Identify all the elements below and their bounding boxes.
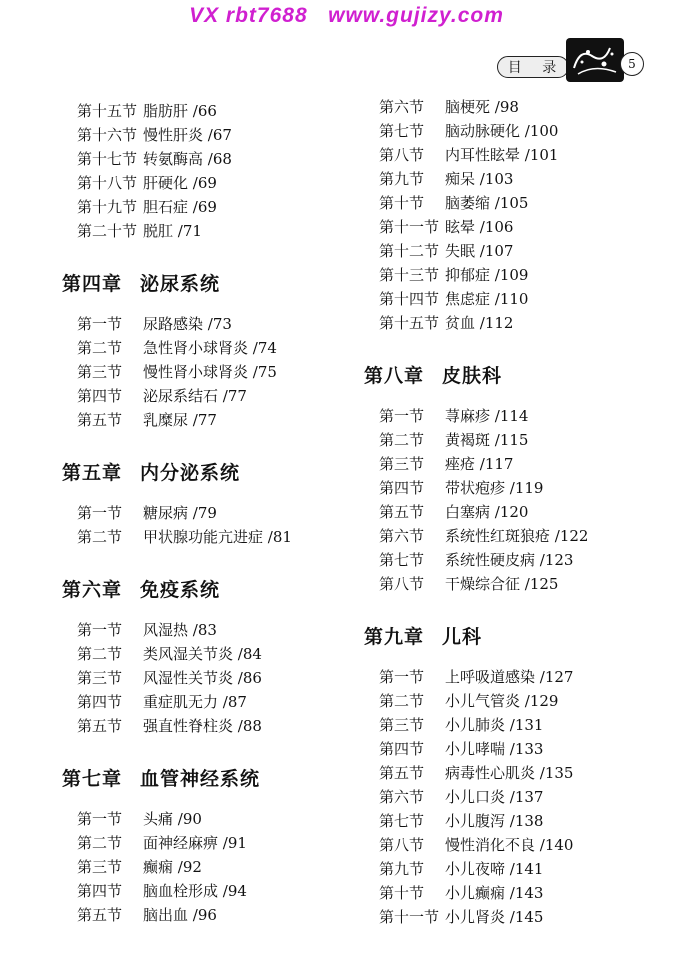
- toc-entry-section: 第二节: [379, 431, 425, 449]
- chapter-number: 第六章: [62, 579, 123, 601]
- toc-entry-section: 第二节: [77, 339, 123, 357]
- toc-entry-title: 贫血 /112: [445, 314, 514, 332]
- toc-left-column: [62, 99, 352, 927]
- toc-entry-section: 第十八节: [77, 174, 138, 192]
- chapter-title: 泌尿系统: [140, 273, 221, 295]
- toc-entry-section: 第十五节: [77, 102, 138, 120]
- toc-entry-title: 急性肾小球肾炎 /74: [143, 339, 277, 357]
- toc-entry: [364, 737, 674, 761]
- toc-entry-section: 第三节: [77, 858, 123, 876]
- toc-entry-section: 第九节: [379, 170, 425, 188]
- toc-entry-section: 第七节: [379, 812, 425, 830]
- toc-entry-title: 强直性脊柱炎 /88: [143, 717, 262, 735]
- toc-entry-section: 第一节: [379, 407, 425, 425]
- toc-entry-title: 脂肪肝 /66: [143, 102, 217, 120]
- toc-entry: [62, 99, 352, 123]
- toc-entry: [364, 287, 674, 311]
- toc-entry-section: 第十节: [379, 194, 425, 212]
- toc-entry-section: 第一节: [77, 504, 123, 522]
- toc-entry-section: 第七节: [379, 122, 425, 140]
- toc-entry-title: 抑郁症 /109: [445, 266, 529, 284]
- toc-entry: [62, 336, 352, 360]
- toc-entry: [62, 384, 352, 408]
- toc-entry: [62, 171, 352, 195]
- toc-entry-title: 内耳性眩晕 /101: [445, 146, 559, 164]
- chapter-number: 第七章: [62, 768, 123, 790]
- toc-entry: [364, 785, 674, 809]
- toc-entry-title: 系统性硬皮病 /123: [445, 551, 574, 569]
- toc-entry-title: 小儿癫痫 /143: [445, 884, 544, 902]
- toc-entry: [364, 857, 674, 881]
- toc-entry-section: 第十四节: [379, 290, 440, 308]
- chapter-title: 血管神经系统: [140, 768, 261, 790]
- toc-entry: [62, 666, 352, 690]
- toc-entry-title: 尿路感染 /73: [143, 315, 232, 333]
- chapter-title: 内分泌系统: [140, 462, 241, 484]
- toc-entry-section: 第八节: [379, 836, 425, 854]
- toc-entry-section: 第十二节: [379, 242, 440, 260]
- toc-entry-title: 痤疮 /117: [445, 455, 514, 473]
- toc-entry: [62, 690, 352, 714]
- toc-entry: [364, 500, 674, 524]
- chapter-number: 第九章: [364, 626, 425, 648]
- toc-entry: [364, 428, 674, 452]
- toc-entry: [364, 311, 674, 335]
- toc-entry-title: 带状疱疹 /119: [445, 479, 544, 497]
- chapter-heading: [62, 764, 352, 791]
- toc-entry-section: 第八节: [379, 146, 425, 164]
- toc-entry-section: 第二节: [77, 834, 123, 852]
- toc-entry: [364, 881, 674, 905]
- toc-entry: [364, 95, 674, 119]
- toc-entry-section: 第一节: [77, 315, 123, 333]
- toc-entry-title: 泌尿系结石 /77: [143, 387, 247, 405]
- toc-entry: [364, 713, 674, 737]
- toc-entry: [364, 404, 674, 428]
- toc-entry-section: 第十一节: [379, 218, 440, 236]
- toc-entry-title: 肝硬化 /69: [143, 174, 217, 192]
- toc-entry: [62, 360, 352, 384]
- toc-entry: [62, 618, 352, 642]
- toc-entry-title: 糖尿病 /79: [143, 504, 217, 522]
- toc-entry-title: 痴呆 /103: [445, 170, 514, 188]
- toc-entry-title: 乳糜尿 /77: [143, 411, 217, 429]
- toc-entry: [62, 903, 352, 927]
- toc-entry-section: 第十一节: [379, 908, 440, 926]
- toc-entry-title: 脱肛 /71: [143, 222, 202, 240]
- toc-entry-title: 焦虑症 /110: [445, 290, 529, 308]
- toc-entry-section: 第十五节: [379, 314, 440, 332]
- toc-entry-section: 第五节: [379, 764, 425, 782]
- toc-entry-section: 第四节: [379, 479, 425, 497]
- toc-entry-title: 转氨酶高 /68: [143, 150, 232, 168]
- toc-entry-section: 第八节: [379, 575, 425, 593]
- toc-entry-title: 甲状腺功能亢进症 /81: [143, 528, 292, 546]
- toc-header-label: 目 录: [497, 56, 569, 78]
- toc-entry-title: 面神经麻痹 /91: [143, 834, 247, 852]
- chapter-number: 第四章: [62, 273, 123, 295]
- toc-entry-title: 风湿热 /83: [143, 621, 217, 639]
- toc-entry-section: 第五节: [77, 411, 123, 429]
- toc-entry-section: 第一节: [379, 668, 425, 686]
- chapter-title: 皮肤科: [442, 365, 503, 387]
- chapter-heading: [364, 622, 674, 649]
- toc-entry: [364, 191, 674, 215]
- toc-entry-section: 第五节: [379, 503, 425, 521]
- toc-entry: [62, 855, 352, 879]
- toc-entry-section: 第三节: [77, 669, 123, 687]
- toc-entry-section: 第九节: [379, 860, 425, 878]
- toc-entry: [62, 501, 352, 525]
- toc-entry-section: 第二节: [379, 692, 425, 710]
- toc-entry-title: 慢性肝炎 /67: [143, 126, 232, 144]
- toc-right-column: [364, 95, 674, 929]
- toc-entry-title: 黄褐斑 /115: [445, 431, 529, 449]
- toc-entry: [364, 809, 674, 833]
- toc-entry-title: 小儿肾炎 /145: [445, 908, 544, 926]
- toc-entry: [364, 905, 674, 929]
- toc-entry-title: 小儿夜啼 /141: [445, 860, 544, 878]
- toc-entry: [62, 147, 352, 171]
- chapter-title: 儿科: [442, 626, 483, 648]
- toc-entry: [62, 408, 352, 432]
- toc-entry-section: 第六节: [379, 788, 425, 806]
- toc-entry-section: 第十节: [379, 884, 425, 902]
- toc-entry: [62, 807, 352, 831]
- toc-entry-title: 胆石症 /69: [143, 198, 217, 216]
- toc-entry: [62, 195, 352, 219]
- toc-entry: [62, 879, 352, 903]
- toc-entry-section: 第四节: [77, 693, 123, 711]
- page-number: 5: [620, 52, 644, 76]
- toc-entry-section: 第四节: [77, 882, 123, 900]
- toc-entry: [364, 143, 674, 167]
- toc-entry: [62, 642, 352, 666]
- toc-entry-section: 第二节: [77, 645, 123, 663]
- toc-entry: [364, 119, 674, 143]
- toc-entry: [364, 239, 674, 263]
- toc-entry-title: 白塞病 /120: [445, 503, 529, 521]
- toc-entry: [62, 525, 352, 549]
- toc-entry-title: 小儿哮喘 /133: [445, 740, 544, 758]
- toc-entry-title: 眩晕 /106: [445, 218, 514, 236]
- toc-entry: [364, 476, 674, 500]
- toc-entry-section: 第五节: [77, 906, 123, 924]
- toc-entry-section: 第一节: [77, 621, 123, 639]
- toc-entry-title: 小儿肺炎 /131: [445, 716, 544, 734]
- toc-entry-title: 脑动脉硬化 /100: [445, 122, 559, 140]
- toc-entry-title: 失眠 /107: [445, 242, 514, 260]
- toc-entry: [364, 452, 674, 476]
- toc-entry-section: 第十九节: [77, 198, 138, 216]
- toc-entry-title: 上呼吸道感染 /127: [445, 668, 574, 686]
- toc-entry-title: 脑梗死 /98: [445, 98, 519, 116]
- chapter-title: 免疫系统: [140, 579, 221, 601]
- toc-entry-section: 第七节: [379, 551, 425, 569]
- toc-entry: [62, 123, 352, 147]
- chapter-heading: [62, 458, 352, 485]
- toc-entry: [364, 572, 674, 596]
- toc-entry-title: 慢性消化不良 /140: [445, 836, 574, 854]
- toc-entry: [62, 714, 352, 738]
- toc-entry: [364, 167, 674, 191]
- toc-entry: [364, 761, 674, 785]
- toc-entry-title: 类风湿关节炎 /84: [143, 645, 262, 663]
- toc-entry: [62, 831, 352, 855]
- toc-entry-title: 小儿口炎 /137: [445, 788, 544, 806]
- toc-entry: [364, 833, 674, 857]
- toc-entry-title: 慢性肾小球肾炎 /75: [143, 363, 277, 381]
- toc-entry-title: 重症肌无力 /87: [143, 693, 247, 711]
- toc-entry-title: 脑萎缩 /105: [445, 194, 529, 212]
- toc-entry-title: 脑出血 /96: [143, 906, 217, 924]
- toc-entry-title: 小儿气管炎 /129: [445, 692, 559, 710]
- decorative-ornament-icon: [566, 38, 624, 82]
- toc-entry-section: 第三节: [77, 363, 123, 381]
- toc-entry-section: 第二节: [77, 528, 123, 546]
- toc-entry-title: 癫痫 /92: [143, 858, 202, 876]
- toc-entry-section: 第四节: [379, 740, 425, 758]
- toc-entry: [62, 312, 352, 336]
- chapter-heading: [364, 361, 674, 388]
- chapter-number: 第五章: [62, 462, 123, 484]
- toc-entry-title: 风湿性关节炎 /86: [143, 669, 262, 687]
- chapter-heading: [62, 269, 352, 296]
- toc-entry-section: 第六节: [379, 527, 425, 545]
- watermark-text: VX rbt7688 www.gujizy.com: [189, 4, 504, 27]
- toc-entry: [364, 548, 674, 572]
- toc-entry-title: 病毒性心肌炎 /135: [445, 764, 574, 782]
- toc-entry-section: 第三节: [379, 455, 425, 473]
- toc-entry-section: 第四节: [77, 387, 123, 405]
- toc-entry: [364, 665, 674, 689]
- chapter-heading: [62, 575, 352, 602]
- toc-entry-section: 第三节: [379, 716, 425, 734]
- toc-entry: [364, 689, 674, 713]
- toc-entry-title: 荨麻疹 /114: [445, 407, 529, 425]
- toc-entry: [364, 524, 674, 548]
- toc-entry-section: 第十三节: [379, 266, 440, 284]
- toc-entry-title: 干燥综合征 /125: [445, 575, 559, 593]
- toc-entry: [364, 263, 674, 287]
- toc-entry-title: 头痛 /90: [143, 810, 202, 828]
- toc-entry-title: 小儿腹泻 /138: [445, 812, 544, 830]
- toc-entry-section: 第十六节: [77, 126, 138, 144]
- toc-entry: [364, 215, 674, 239]
- toc-entry: [62, 219, 352, 243]
- toc-entry-title: 脑血栓形成 /94: [143, 882, 247, 900]
- toc-entry-section: 第六节: [379, 98, 425, 116]
- toc-entry-title: 系统性红斑狼疮 /122: [445, 527, 589, 545]
- toc-entry-section: 第二十节: [77, 222, 138, 240]
- toc-entry-section: 第五节: [77, 717, 123, 735]
- toc-entry-section: 第一节: [77, 810, 123, 828]
- toc-entry-section: 第十七节: [77, 150, 138, 168]
- chapter-number: 第八章: [364, 365, 425, 387]
